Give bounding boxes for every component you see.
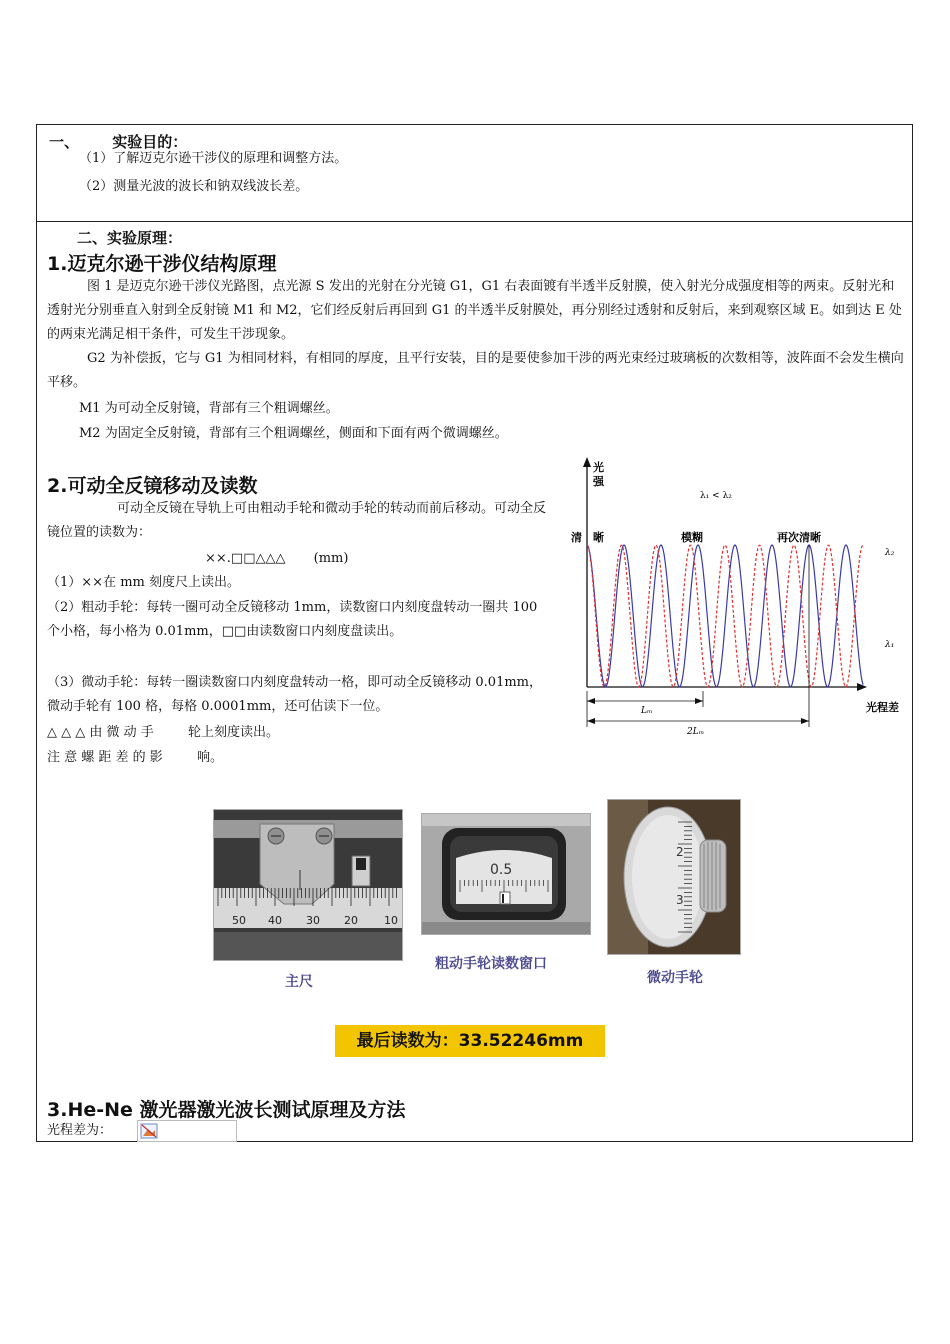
- reading-format: [205, 547, 348, 571]
- scale-tick-40: 40: [268, 914, 282, 927]
- reading-note-b-part2: 响。: [196, 750, 223, 765]
- window-value: 0.5: [490, 862, 513, 878]
- section1-heading-text: 实验目的：: [112, 133, 188, 151]
- path-difference-label: 光程差为：: [47, 1123, 113, 1138]
- subsection1-title: 1.迈克尔逊干涉仪结构原理: [47, 253, 277, 275]
- reading-item-2: （2）粗动手轮：每转一圈可动全反镜移动 1mm，读数窗口内刻度盘转动一圈共 100 个小格，每小格为 0.01mm，□□由读数窗口内刻度盘读出。: [47, 600, 538, 639]
- subsection3-title: 3.He-Ne 激光器激光波长测试原理及方法: [47, 1099, 406, 1121]
- graph-relation: λ₁ < λ₂: [700, 491, 732, 501]
- graph-dim-lm-arrow-right: [695, 698, 703, 704]
- principle-m1: M1 为可动全反射镜，背部有三个粗调螺丝。: [79, 401, 339, 416]
- caption-coarse-window: 粗动手轮读数窗口: [435, 956, 547, 972]
- section1-heading-num: 一、: [49, 133, 80, 151]
- path-difference-formula: [137, 1120, 237, 1142]
- graph-label-clear: 清 晰: [571, 531, 604, 544]
- graph-label-blur: 模糊: [681, 531, 703, 544]
- principle-paragraph-1: 图 1 是迈克尔逊干涉仪光路图，点光源 S 发出的光射在分光镜 G1，G1 右表面镀有半透半反射膜，使入射光分成强度相等的两束。反射光和透射光分别垂直入射到全反射镜 M1 和 M2，它们经反射后再回到 G1 的半透半反射膜处，再分别经过透射和反射后，来到观察区域 E。如到达 E 处的两束光满足相干条件，可发生干涉现象。: [47, 279, 902, 342]
- section2-heading: 二、实验原理：: [77, 229, 183, 247]
- graph-label-lambda2: λ₂: [885, 548, 895, 558]
- reading-note-b: [47, 746, 223, 770]
- reading-item-3: （3）微动手轮：每转一圈读数窗口内刻度盘转动一格，即可动全反镜移动 0.01mm，微动手轮有 100 格，每格 0.0001mm，还可估读下一位。: [47, 675, 543, 714]
- interference-graph: [563, 455, 909, 745]
- reading-format-unit: (mm): [313, 551, 349, 566]
- fine-wheel-image: [608, 800, 740, 954]
- subsection2-title: 2.可动全反镜移动及读数: [47, 475, 258, 497]
- graph-ylabel-2: 强: [593, 475, 604, 488]
- graph-dim-2lm-arrow-left: [587, 718, 595, 724]
- content-table: [36, 124, 913, 1142]
- graph-xlabel: 光程差: [866, 701, 899, 714]
- broken-image-icon: [139, 1121, 161, 1141]
- graph-dim-lm-arrow-left: [587, 698, 595, 704]
- coarse-window-image: [422, 814, 590, 934]
- photo-coarse-window: [421, 813, 591, 935]
- reading-format-value: ××.□□△△△: [205, 551, 286, 566]
- graph-dim-2lm-arrow-right: [801, 718, 809, 724]
- graph-ylabel-1: 光: [593, 461, 604, 474]
- principle-m2: M2 为固定全反射镜，背部有三个粗调螺丝，侧面和下面有两个微调螺丝。: [79, 426, 508, 441]
- objective-2: （2）测量光波的波长和钠双线波长差。: [79, 179, 309, 194]
- wheel-tick-2: 2: [676, 845, 684, 859]
- graph-label-lm: Lₘ: [641, 706, 653, 716]
- reading-note-a-part1: △ △ △ 由 微 动 手: [47, 725, 154, 740]
- caption-fine-wheel: 微动手轮: [647, 970, 703, 986]
- reading-intro: 可动全反镜在导轨上可由粗动手轮和微动手轮的转动而前后移动。可动全反镜位置的读数为：: [47, 501, 547, 540]
- wheel-tick-3: 3: [676, 893, 684, 907]
- reading-note-a-part2: 轮上刻度读出。: [187, 725, 279, 740]
- graph-y-arrow: [583, 457, 591, 467]
- caption-main-scale: 主尺: [285, 974, 313, 990]
- graph-label-lambda1: λ₁: [885, 640, 895, 650]
- scale-tick-20: 20: [344, 914, 358, 927]
- scale-tick-50: 50: [232, 914, 246, 927]
- graph-x-arrow: [857, 683, 867, 691]
- graph-label-2lm: 2Lₘ: [687, 727, 705, 737]
- final-reading-banner: 最后读数为：33.52246mm: [335, 1025, 605, 1057]
- scale-tick-30: 30: [306, 914, 320, 927]
- graph-label-clear-again: 再次清晰: [777, 531, 821, 544]
- photo-fine-wheel: [607, 799, 741, 955]
- section-divider: [37, 221, 912, 222]
- principle-paragraph-2: G2 为补偿扳，它与 G1 为相同材料，有相同的厚度，且平行安装，目的是要使参加干涉的两光束经过玻璃板的次数相等，波阵面不会发生横向平移。: [47, 351, 904, 390]
- reading-note-b-part1: 注 意 螺 距 差 的 影: [47, 750, 163, 765]
- photo-main-scale: [213, 809, 403, 961]
- reading-note-a: [47, 721, 279, 745]
- objective-1: （1）了解迈克尔逊干涉仪的原理和调整方法。: [79, 151, 348, 166]
- scale-tick-10: 10: [384, 914, 398, 927]
- reading-item-1: （1）××在 mm 刻度尺上读出。: [47, 575, 240, 590]
- main-scale-image: [214, 810, 402, 960]
- graph-wave-lambda2: [587, 545, 863, 687]
